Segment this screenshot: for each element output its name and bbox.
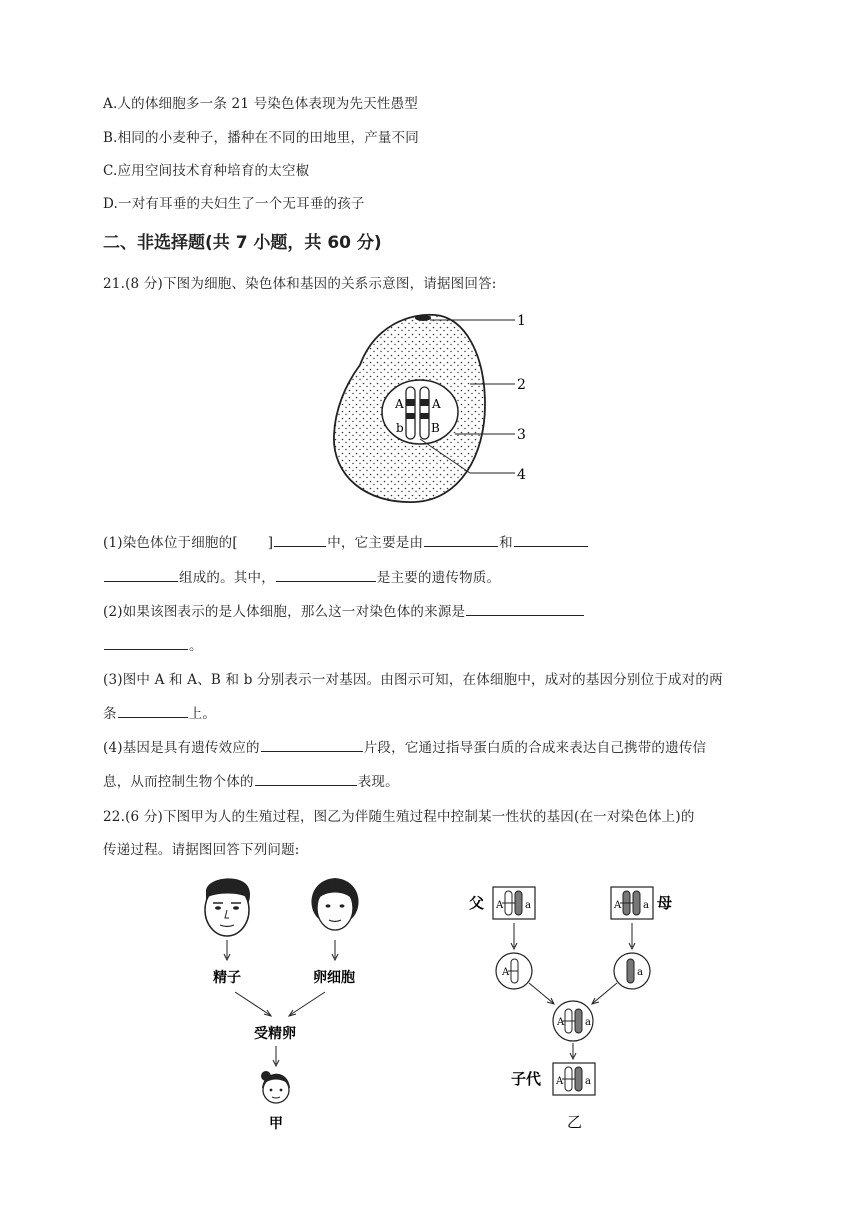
father-label: 父 <box>469 894 485 912</box>
gene-label-B: B <box>431 421 440 435</box>
q21-part2-line1: (2)如果该图表示的是人体细胞，那么这一对染色体的来源是 <box>103 600 585 620</box>
blank[interactable] <box>276 567 376 582</box>
label-3: 3 <box>517 427 526 443</box>
svg-text:a: a <box>585 1076 591 1087</box>
q21-part3-line2: 条 上。 <box>103 702 216 722</box>
q21-part1-line1: (1)染色体位于细胞的[ ] 中，它主要是由 和 <box>103 531 589 551</box>
blank[interactable] <box>104 635 188 650</box>
label-4: 4 <box>517 467 526 483</box>
option-a: A.人的体细胞多一条 21 号染色体表现为先天性愚型 <box>103 96 419 112</box>
gene-label-A-left: A <box>395 397 404 411</box>
svg-text:A: A <box>614 900 622 911</box>
mother-face-icon <box>311 878 358 930</box>
child-face-icon <box>261 1071 290 1103</box>
blank[interactable] <box>118 703 188 718</box>
section-heading: 二、非选择题(共 7 小题，共 60 分) <box>103 233 382 253</box>
svg-text:A: A <box>502 967 510 978</box>
sperm-label: 精子 <box>213 970 241 986</box>
svg-text:A: A <box>496 900 504 911</box>
egg-label: 卵细胞 <box>313 970 355 986</box>
q21-part4-line2: 息，从而控制生物个体的 表现。 <box>103 770 399 790</box>
blank[interactable] <box>104 567 178 582</box>
blank[interactable] <box>261 737 363 752</box>
blank[interactable] <box>424 532 498 547</box>
svg-text:a: a <box>585 1017 591 1028</box>
cell-diagram <box>320 305 560 510</box>
q22-stem-line1: 22.(6 分)下图甲为人的生殖过程，图乙为伴随生殖过程中控制某一性状的基因(在一对染色体上)的 <box>103 809 695 825</box>
q21-stem: 21.(8 分)下图为细胞、染色体和基因的关系示意图，请据图回答: <box>103 276 497 292</box>
label-1: 1 <box>517 313 526 329</box>
q21-part2-line2: 。 <box>103 634 203 654</box>
gene-label-b: b <box>396 421 404 435</box>
blank[interactable] <box>255 771 357 786</box>
option-b: B.相同的小麦种子，播种在不同的田地里，产量不同 <box>103 130 420 146</box>
figure-yi <box>465 875 705 1140</box>
svg-text:a: a <box>643 900 649 911</box>
caption-jia: 甲 <box>269 1116 283 1132</box>
svg-text:a: a <box>525 900 531 911</box>
blank[interactable] <box>466 601 584 616</box>
figure-jia <box>180 870 400 1140</box>
option-c: C.应用空间技术育种培育的太空椒 <box>103 163 310 179</box>
q22-stem-line2: 传递过程。请据图回答下列问题: <box>103 842 300 858</box>
q21-part3-line1: (3)图中 A 和 A、B 和 b 分别表示一对基因。由图示可知，在体细胞中，成对的基因分别位于成对的两 <box>103 672 723 688</box>
father-face-icon <box>205 878 250 936</box>
q21-part4-line1: (4)基因是具有遗传效应的 片段，它通过指导蛋白质的合成来表达自己携带的遗传信 <box>103 736 706 756</box>
svg-text:A: A <box>557 1017 565 1028</box>
q21-part1-line2: 组成的。其中， 是主要的遗传物质。 <box>103 566 500 586</box>
label-2: 2 <box>517 377 526 393</box>
caption-yi: 乙 <box>567 1113 583 1131</box>
svg-text:A: A <box>556 1076 564 1087</box>
offspring-label: 子代 <box>511 1070 542 1088</box>
mother-label: 母 <box>657 894 673 912</box>
svg-text:a: a <box>637 967 643 978</box>
blank[interactable] <box>514 532 588 547</box>
option-d: D.一对有耳垂的夫妇生了一个无耳垂的孩子 <box>103 196 365 212</box>
gene-label-A-right: A <box>432 397 441 411</box>
zygote-label: 受精卵 <box>254 1026 296 1042</box>
blank[interactable] <box>274 532 326 547</box>
